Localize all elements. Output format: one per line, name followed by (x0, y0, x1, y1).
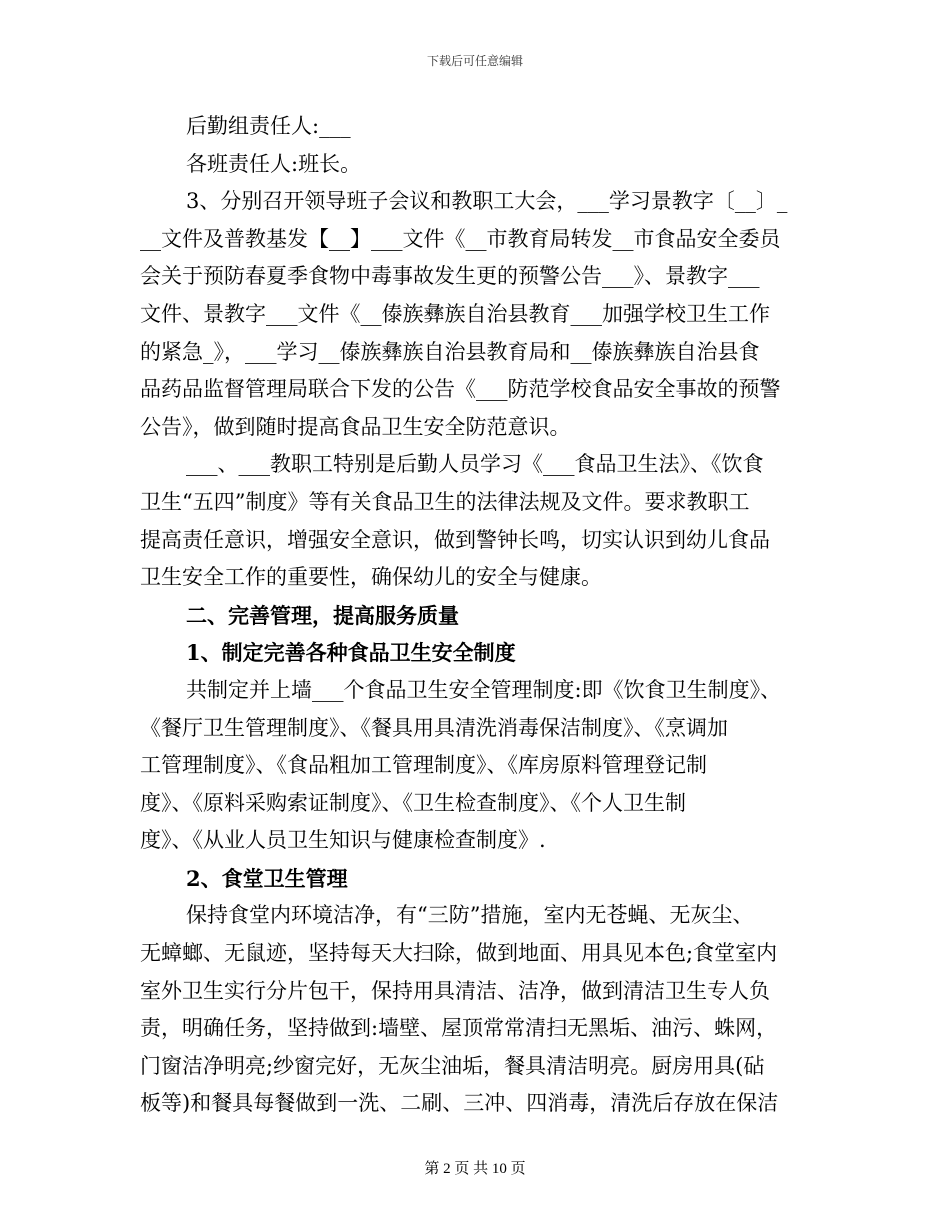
line-text: 3、分别召开领导班子会议和教职工大会，___学习景教字〔__〕_ (186, 189, 788, 214)
text-line (140, 334, 810, 372)
text-line (140, 258, 810, 296)
text-line (140, 296, 810, 334)
subsection-heading (140, 860, 810, 898)
text-line (140, 935, 810, 973)
document-body (140, 108, 810, 1123)
line-text: 工管理制度》、《食品粗加工管理制度》、《库房原料管理登记制 (140, 753, 707, 778)
text-line (140, 221, 810, 259)
line-text: 2、食堂卫生管理 (186, 865, 348, 891)
text-line (140, 747, 810, 785)
subsection-heading (140, 634, 810, 672)
text-line (140, 108, 810, 146)
line-text: 后勤组责任人:___ (186, 114, 351, 138)
text-line (140, 710, 810, 748)
line-text: 板等)和餐具每餐做到一洗、二刷、三冲、四消毒，清洗后存放在保洁 (140, 1091, 779, 1116)
line-text: 1、制定完善各种食品卫生安全制度 (186, 640, 516, 666)
page-header: 下载后可任意编辑 (426, 54, 523, 68)
text-line (140, 973, 810, 1011)
line-text: 公告》，做到随时提高食品卫生安全防范意识。 (140, 414, 571, 439)
line-text: 责，明确任务，坚持做到:墙壁、屋顶常常清扫无黑垢、油污、蛛网， (140, 1016, 778, 1041)
text-line (140, 146, 810, 184)
line-text: 保持食堂内环境洁净，有“三防”措施，室内无苍蝇、无灰尘、 (186, 903, 754, 928)
page-footer: 第 2 页 共 10 页 (424, 1161, 526, 1177)
line-text: 会关于预防春夏季食物中毒事故发生更的预警公告___》、景教字___ (140, 264, 760, 289)
text-line (140, 371, 810, 409)
text-line (140, 1010, 810, 1048)
line-text: 的紧急_》，___学习__傣族彝族自治县教育局和__傣族彝族自治县食 (140, 339, 760, 364)
text-line (140, 1085, 810, 1123)
line-text: 度》、《原料采购索证制度》、《卫生检查制度》、《个人卫生制 (140, 790, 686, 815)
line-text: 《餐厅卫生管理制度》、《餐具用具清洗消毒保洁制度》、《烹调加 (140, 715, 728, 740)
line-text: 提高责任意识，增强安全意识，做到警钟长鸣，切实认识到幼儿食品 (140, 527, 770, 552)
text-line (140, 897, 810, 935)
text-line (140, 785, 810, 823)
line-text: 卫生“五四”制度》等有关食品卫生的法律法规及文件。要求教职工 (140, 489, 750, 514)
line-text: 度》、《从业人员卫生知识与健康检查制度》. (140, 828, 546, 853)
line-text: 品药品监督管理局联合下发的公告《___防范学校食品安全事故的预警 (140, 377, 781, 402)
line-text: 各班责任人:班长。 (186, 151, 362, 176)
line-text: __文件及普教基发【__】___文件《__市教育局转发__市食品安全委员 (140, 226, 781, 251)
text-line (140, 409, 810, 447)
line-text: 二、完善管理，提高服务质量 (186, 602, 459, 628)
line-text: 卫生安全工作的重要性，确保幼儿的安全与健康。 (140, 565, 602, 590)
text-line (140, 484, 810, 522)
section-heading (140, 597, 810, 635)
line-text: 室外卫生实行分片包干，保持用具清洁、洁净，做到清洁卫生专人负 (140, 978, 770, 1003)
text-line (140, 822, 810, 860)
line-text: 文件、景教字___文件《__傣族彝族自治县教育___加强学校卫生工作 (140, 301, 770, 326)
text-line (140, 183, 810, 221)
text-line (140, 559, 810, 597)
text-line (140, 446, 810, 484)
line-text: 共制定并上墙___个食品卫生安全管理制度:即《饮食卫生制度》、 (186, 677, 782, 702)
line-text: 无蟑螂、无鼠迹，坚持每天大扫除，做到地面、用具见本色;食堂室内 (140, 941, 778, 966)
line-text: 门窗洁净明亮;纱窗完好，无灰尘油垢，餐具清洁明亮。厨房用具(砧 (140, 1053, 765, 1078)
text-line (140, 522, 810, 560)
text-line (140, 1048, 810, 1086)
line-text: ___、___教职工特别是后勤人员学习《___食品卫生法》、《饮食 (186, 452, 764, 477)
text-line (140, 672, 810, 710)
